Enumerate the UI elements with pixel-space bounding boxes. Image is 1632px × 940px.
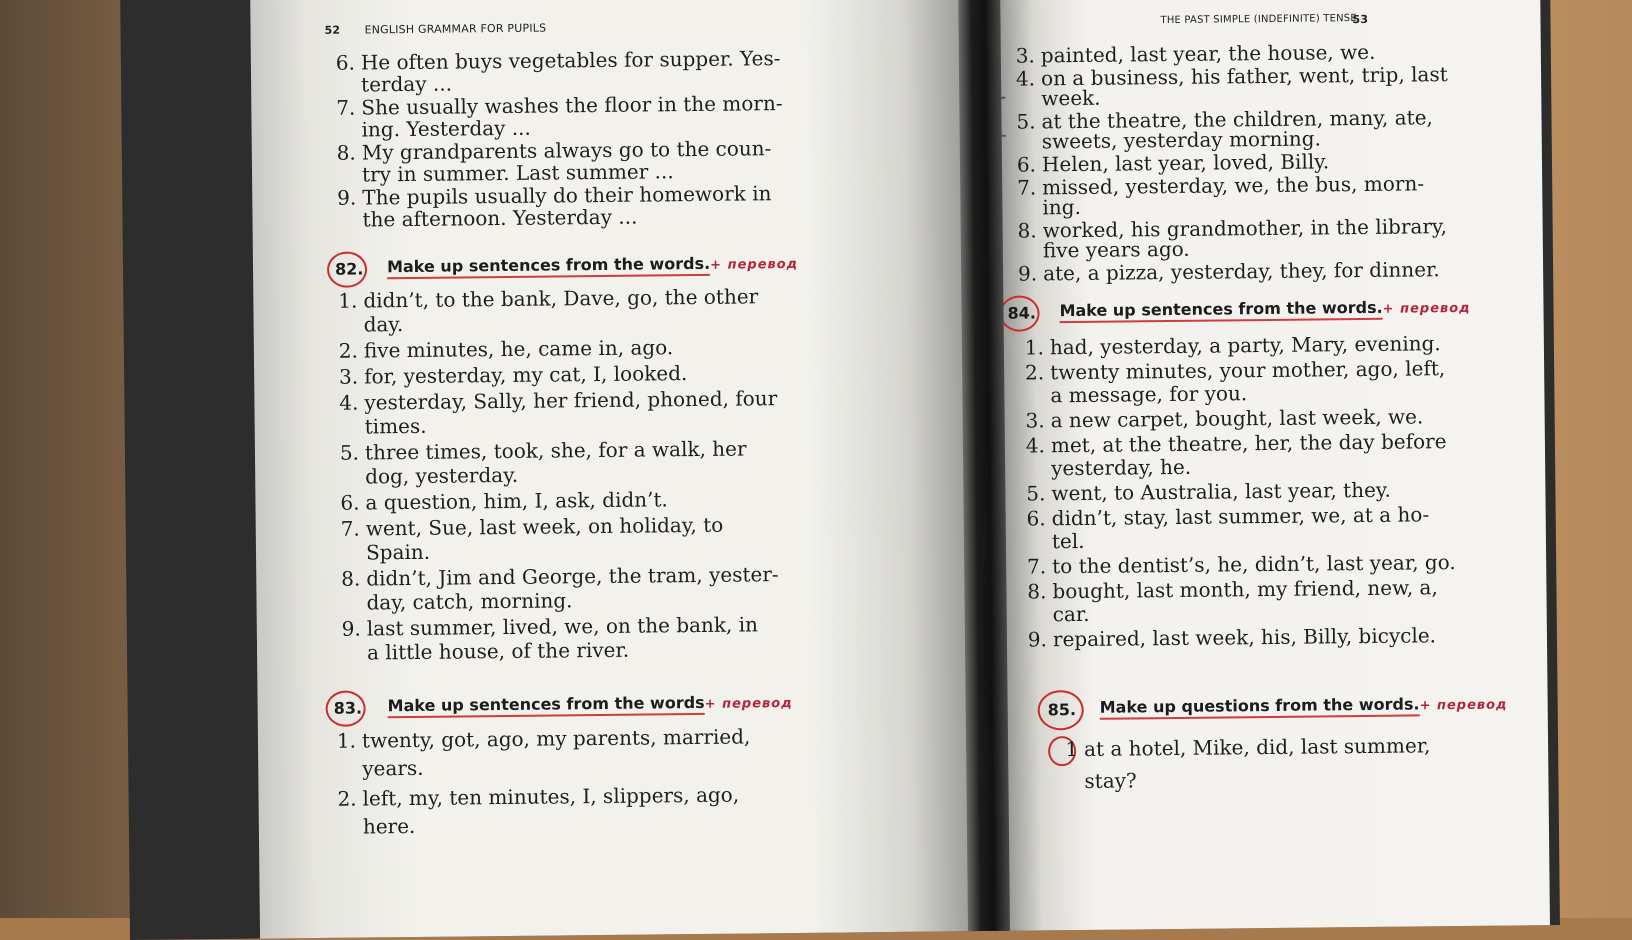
item-number: 5. (339, 440, 360, 465)
item-text-line: didn’t, to the bank, Dave, go, the other (363, 284, 759, 313)
item-number: 8. (1027, 579, 1047, 604)
item-number: 9. (1027, 627, 1048, 652)
item-text-line: yesterday, Sally, her friend, phoned, four (364, 386, 778, 415)
item-number: 7. (340, 516, 360, 541)
item-text-line: missed, yesterday, we, the bus, morn- (1042, 171, 1425, 200)
right-running-head: THE PAST SIMPLE (INDEFINITE) TENSE (1160, 13, 1357, 27)
item-text-line: here. (362, 813, 416, 839)
exercise-83-handwritten-note: + перевод (704, 695, 793, 712)
item-number: 3. (338, 364, 359, 389)
item-text-line: a question, him, I, ask, didn’t. (365, 487, 668, 515)
item-text-line: had, yesterday, a party, Mary, evening. (1049, 331, 1441, 360)
exercise-82-handwritten-note: + перевод (710, 256, 799, 273)
item-text-line: ate, a pizza, yesterday, they, for dinner. (1042, 257, 1440, 286)
item-text-line: bought, last month, my friend, new, a, (1052, 575, 1438, 604)
item-text-line: ing. (1042, 194, 1081, 220)
item-text-line: twenty, got, ago, my parents, married, (361, 724, 751, 753)
item-text-line: years. (362, 755, 424, 781)
item-number: 1. (1024, 335, 1045, 360)
item-number: 4. (339, 390, 359, 415)
item-text-line: He often buys vegetables for supper. Yes- (360, 46, 781, 75)
left-page (250, 0, 970, 939)
item-number: 8. (336, 140, 356, 165)
exercise-82-instruction (387, 253, 798, 276)
exercise-83-instruction (388, 692, 793, 715)
left-page-number: 52 (324, 23, 341, 37)
item-number: 8. (341, 566, 361, 591)
item-text-line: try in summer. Last summer ... (361, 159, 674, 187)
exercise-85-instruction (1100, 694, 1508, 717)
item-text-line: a new carpet, bought, last week, we. (1050, 404, 1424, 433)
item-number: 9. (341, 616, 361, 641)
item-number: 1. (338, 288, 358, 313)
item-text-line: Helen, last year, loved, Billy. (1041, 149, 1330, 177)
exercise-83-number: 83. (333, 698, 363, 718)
exercise-85-number: 85. (1047, 700, 1077, 720)
exercise-84-instruction (1059, 297, 1470, 320)
left-running-head: ENGLISH GRAMMAR FOR PUPILS (364, 21, 547, 37)
item-text-line: day. (363, 312, 404, 337)
item-number: 1. (336, 728, 357, 753)
item-text-line: five minutes, he, came in, ago. (363, 335, 674, 363)
exercise-82-number: 82. (334, 259, 364, 279)
item-number: 7. (336, 95, 356, 120)
item-number: 5. (1016, 109, 1036, 134)
item-text-line: left, my, ten minutes, I, slippers, ago, (362, 782, 740, 811)
exercise-84-number: 84. (1007, 303, 1036, 323)
item-text-line: week. (1041, 85, 1101, 111)
item-text-line: didn’t, Jim and George, the tram, yester- (366, 562, 779, 591)
item-text-line: five years ago. (1042, 236, 1190, 263)
item-number: 2. (1024, 360, 1045, 385)
item-number: 9. (1017, 261, 1038, 286)
item-text-line: went, Sue, last week, on holiday, to (365, 512, 724, 541)
item-text-line: three times, took, she, for a walk, her (364, 436, 747, 465)
exercise-83-instruction-text: Make up sentences from the words (388, 693, 705, 718)
right-page (1000, 0, 1550, 931)
item-number: 9. (337, 185, 357, 210)
item-number: 6. (335, 50, 356, 75)
exercise-85-handwritten-note: + перевод (1419, 697, 1508, 714)
item-text-line: Spain. (365, 539, 431, 565)
item-text-line: dog, yesterday. (365, 462, 519, 489)
item-text-line: on a business, his father, went, trip, last (1040, 62, 1448, 91)
item-number: 7. (1017, 175, 1037, 200)
open-book (120, 0, 1560, 940)
item-text-line: worked, his grandmother, in the library, (1042, 214, 1448, 243)
exercise-84-handwritten-note: + перевод (1382, 300, 1471, 317)
item-number: 3. (1025, 408, 1045, 433)
item-text-line: She usually washes the floor in the morn- (361, 91, 783, 120)
item-text-line: at a hotel, Mike, did, last summer, (1083, 733, 1431, 761)
item-number: 3. (1015, 43, 1035, 68)
item-text-line: to the dentist’s, he, didn’t, last year, go. (1052, 550, 1456, 579)
item-number: 2. (337, 786, 357, 811)
item-text-line: a message, for you. (1050, 381, 1248, 408)
item-text-line: last summer, lived, we, on the bank, in (366, 612, 759, 641)
item-text-line: at the theatre, the children, many, ate, (1041, 105, 1433, 134)
item-text-line: the afternoon. Yesterday ... (362, 204, 638, 232)
exercise-82-instruction-text: Make up sentences from the words. (387, 254, 710, 279)
right-page-number: 53 (1352, 12, 1369, 27)
item-number: 6. (1016, 152, 1037, 177)
item-text-line: a little house, of the river. (366, 637, 630, 665)
item-number: 2. (338, 338, 359, 363)
item-text-line: didn’t, stay, last summer, we, at a ho- (1051, 502, 1430, 531)
item-text-line: twenty minutes, your mother, ago, left, (1050, 356, 1446, 385)
item-number: 1 (1065, 737, 1079, 762)
item-text-line: terday ... (360, 71, 453, 97)
item-text-line: My grandparents always go to the coun- (361, 136, 772, 165)
item-number: 8. (1017, 218, 1037, 243)
item-number: 5. (1026, 481, 1046, 506)
item-number: 7. (1026, 554, 1047, 579)
item-text-line: tel. (1051, 528, 1085, 554)
item-text-line: went, to Australia, last year, they. (1051, 477, 1391, 506)
exercise-85-instruction-text: Make up questions from the words. (1100, 694, 1420, 719)
item-text-line: day, catch, morning. (366, 588, 573, 615)
item-text-line: yesterday, he. (1051, 454, 1192, 481)
item-text-line: painted, last year, the house, we. (1040, 39, 1376, 68)
item-text-line: The pupils usually do their homework in (362, 181, 772, 210)
item-text-line: ing. Yesterday ... (361, 115, 531, 142)
item-text-line: met, at the theatre, her, the day before (1050, 429, 1447, 458)
exercise-84-instruction-text: Make up sentences from the words. (1059, 298, 1382, 323)
item-number: 4. (1025, 433, 1046, 458)
item-number: 4. (1015, 66, 1036, 91)
item-text-line: car. (1052, 601, 1090, 627)
item-number: 6. (1026, 506, 1046, 531)
item-text-line: stay? (1084, 768, 1137, 793)
item-text-line: sweets, yesterday morning. (1041, 126, 1322, 154)
item-number: 6. (340, 490, 360, 515)
item-text-line: for, yesterday, my cat, I, looked. (364, 361, 688, 389)
item-text-line: repaired, last week, his, Billy, bicycle. (1052, 623, 1437, 652)
item-text-line: times. (364, 413, 427, 439)
